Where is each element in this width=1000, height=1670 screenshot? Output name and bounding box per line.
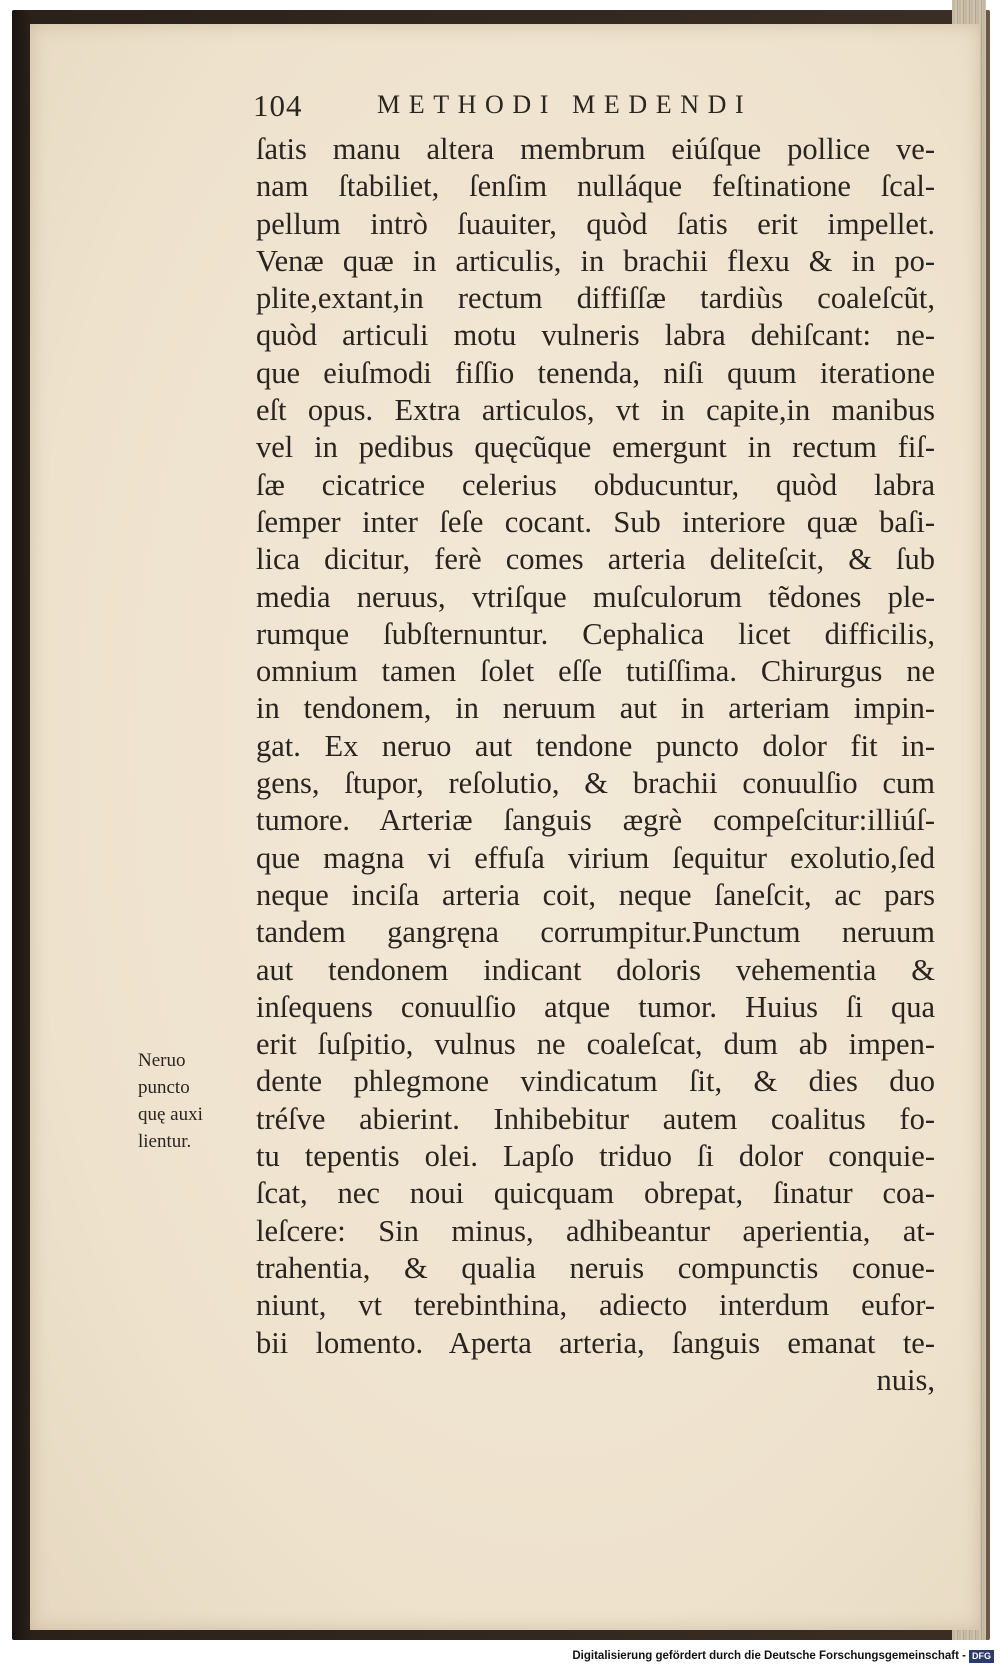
text-line: lica dicitur, ferè comes arteria deliteſcit, & ſub [256,542,935,577]
text-line: omnium tamen ſolet eſſe tutiſſima. Chirurgus ne [256,654,935,689]
text-line: aut tendonem indicant doloris vehementia & [256,952,935,987]
text-line: quòd articuli motu vulneris labra dehiſcant: ne- [256,318,935,353]
text-line: in tendonem, in neruum aut in arteriam impin- [256,691,935,726]
text-line: bii lomento. Aperta arteria, ſanguis emanat te- [256,1325,935,1360]
text-line: erit ſuſpitio, vulnus ne coaleſcat, dum ab impen- [256,1027,935,1062]
running-head [30,88,980,128]
catchword: nuis, [876,1362,935,1397]
text-line: tréſve abierint. Inhibebitur autem coalitus fo- [256,1101,935,1136]
text-line: que magna vi effuſa virium ſequitur exolutio,ſed [256,840,935,875]
text-line: gat. Ex neruo aut tendone puncto dolor fit in- [256,728,935,763]
text-line: nam ſtabiliet, ſenſim nulláque feſtinatione ſcal- [256,169,935,204]
text-line: leſcere: Sin minus, adhibeantur aperientia, at- [256,1213,935,1248]
marginal-note-line: quę auxi [138,1104,203,1125]
digitization-credit: Digitalisierung gefördert durch die Deutsche Forschungsgemeinschaft - [572,1650,966,1662]
text-line: plite,extant,in rectum diffiſſæ tardiùs coaleſcũt, [256,281,935,316]
text-line: ſæ cicatrice celerius obducuntur, quòd labra [256,467,935,502]
running-title: METHODI MEDENDI [377,90,753,119]
text-line: vel in pedibus quęcũque emergunt in rectum fiſ- [256,430,935,465]
text-line: rumque ſubſternuntur. Cephalica licet difficilis, [256,616,935,651]
text-line: inſequens conuulſio atque tumor. Huius ſi qua [256,989,935,1024]
text-line: que eiuſmodi fiſſio tenenda, niſi quum iteratione [256,355,935,390]
text-line: tandem gangręna corrumpitur.Punctum neruum [256,915,935,950]
body-text [256,131,935,1399]
footer-bar [0,1645,1000,1670]
text-line: niunt, vt terebinthina, adiecto interdum eufor- [256,1288,935,1323]
text-line: media neruus, vtriſque muſculorum tẽdones ple- [256,579,935,614]
text-line: ſcat, nec noui quicquam obrepat, ſinatur coa- [256,1176,935,1211]
text-line: pellum intrò ſuauiter, quòd ſatis erit impellet. [256,206,935,241]
text-line: ſatis manu altera membrum eiúſque pollice ve- [256,132,935,166]
marginal-note-line: puncto [138,1077,190,1098]
text-line: trahentia, & qualia neruis compunctis conue- [256,1250,935,1285]
marginal-note [138,1047,248,1155]
text-line: Venæ quæ in articulis, in brachii flexu & in po- [256,243,935,278]
text-line: tu tepentis olei. Lapſo triduo ſi dolor conquie- [256,1139,935,1174]
dfg-logo: DFG [969,1650,994,1663]
text-line: neque inciſa arteria coit, neque ſaneſcit, ac pars [256,877,935,912]
marginal-note-line: Neruo [138,1050,186,1071]
text-line: eſt opus. Extra articulos, vt in capite,in manibus [256,393,935,428]
book-page [30,24,980,1630]
page-number: 104 [253,88,303,123]
text-line: gens, ſtupor, reſolutio, & brachii conuulſio cum [256,766,935,801]
text-line: ſemper inter ſeſe cocant. Sub interiore quæ baſi- [256,504,935,539]
text-line: dente phlegmone vindicatum ſit, & dies duo [256,1064,935,1099]
text-line: tumore. Arteriæ ſanguis ægrè compeſcitur:illiúſ- [256,803,935,838]
marginal-note-line: lientur. [138,1131,192,1152]
